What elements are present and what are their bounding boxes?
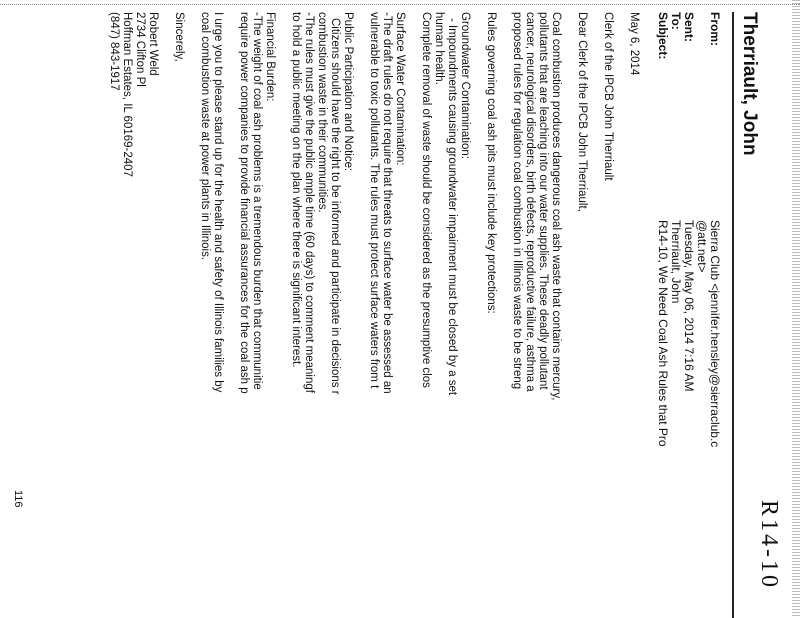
closing-line: I urge you to please stand up for the health and safety of Illinois families by <box>212 12 224 393</box>
sent-value: Tuesday, May 06, 2014 7:16 AM <box>682 220 696 392</box>
letter-date: May 6, 2014 <box>628 12 640 76</box>
public-participation-line: combustion waste in their communities. <box>316 12 328 213</box>
public-participation-title: Public Participation and Notice: <box>342 12 354 172</box>
surface-water-line: vulnerable to toxic pollutants. The rules must protect surface waters from t <box>368 12 380 389</box>
para1-line: Coal combustion produces dangerous coal ash waste that contains mercury, <box>550 12 562 401</box>
para1-line: pollutants that are leaching into our water supplies. These deadly pollutant <box>537 12 549 390</box>
closing-line: coal combustion waste at power plants in Illinois. <box>199 12 211 261</box>
signature-city: Hoffman Estates, IL 60169-2407 <box>121 12 133 177</box>
public-participation-line: Citizens should have the right to be informed and participate in decisions r <box>329 18 341 395</box>
subject-label: Subject: <box>656 12 670 60</box>
groundwater-line: Complete removal of waste should be considered as the presumptive clos <box>420 12 432 388</box>
from-value: Sierra Club <jennifer.hensley@sierraclub.c <box>708 220 722 448</box>
public-participation-line: -The rules must give the public ample time (60 days) to comment meaningf <box>303 12 315 393</box>
surface-water-title: Surface Water Contamination: <box>394 12 406 166</box>
from-label: From: <box>708 12 722 46</box>
email-body <box>107 12 640 618</box>
signature-name: Robert Weld <box>147 12 159 76</box>
public-participation-line: to hold a public meeting on the plan where there is significant interest. <box>290 12 302 368</box>
to-value: Therriault, John <box>669 220 683 304</box>
heading-rule <box>732 12 734 618</box>
surface-water-line: -The draft rules do not require that threats to surface water be assessed an <box>381 12 393 394</box>
page-number: 116 <box>12 490 24 508</box>
sent-label: Sent: <box>682 12 696 42</box>
groundwater-title: Groundwater Contamination: <box>459 12 471 160</box>
docket-number: R14-10 <box>756 500 782 590</box>
financial-burden-title: Financial Burden: <box>264 12 276 102</box>
signature-street: 2734 Clifton Pl <box>134 12 146 87</box>
para1-line: proposed rules for regulation coal combustion in Illinois waste to be streng <box>511 12 523 390</box>
recipient-name-heading: Therriault, John <box>739 12 760 156</box>
signature-phone: (847) 843-1917 <box>108 12 120 91</box>
signoff: Sincerely, <box>173 12 185 62</box>
financial-burden-line: require power companies to provide financial assurances for the coal ash p <box>238 12 250 394</box>
letter-recipient: Clerk of the IPCB John Therriault <box>602 12 614 181</box>
to-label: To: <box>669 12 683 30</box>
groundwater-line: - Impoundments causing groundwater impairment must be closed by a set <box>446 18 458 396</box>
para1-line: cancer, neurological disorders, birth defects, reproductive failure, asthma a <box>524 12 536 392</box>
subject-value: R14-10, We Need Coal Ash Rules that Pro <box>656 220 670 447</box>
from-value-continued: @att.net> <box>695 220 709 273</box>
protections-intro: Rules governing coal ash pits must include key protections: <box>485 12 497 314</box>
salutation: Dear Clerk of the IPCB John Therriault, <box>576 12 588 212</box>
financial-burden-line: -The weight of coal ash problems is a tremendous burden that communitie <box>251 12 263 390</box>
groundwater-line: human health. <box>433 12 445 85</box>
scan-edge-noise <box>792 0 800 618</box>
scan-margin-dots <box>0 4 800 6</box>
